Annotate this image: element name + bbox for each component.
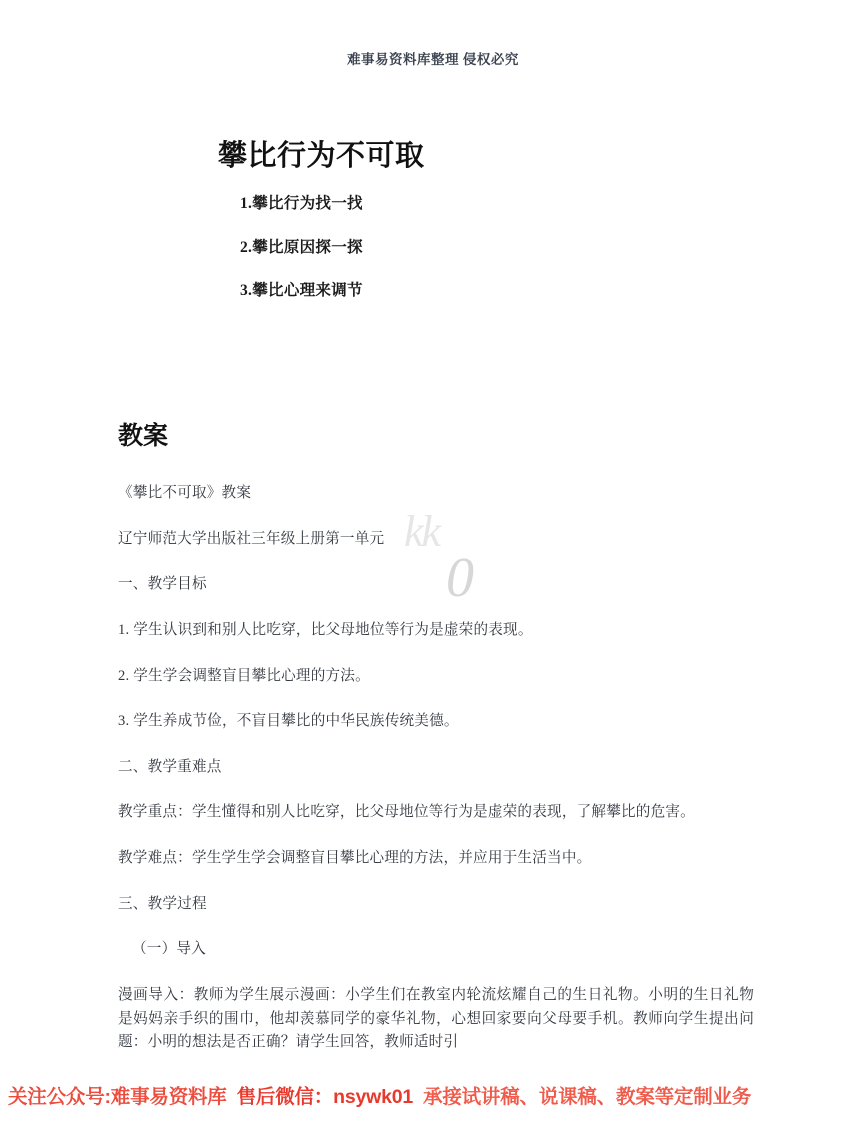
promo-footer: [8, 1087, 858, 1108]
section-heading-focus: 二、教学重难点: [118, 758, 222, 775]
lesson-plan-doc-title: 《攀比不可取》教案: [118, 485, 252, 501]
promo-wechat-id: nsywk01: [333, 1085, 414, 1108]
promo-wechat-label: 售后微信：: [236, 1085, 334, 1108]
process-step-label-1: （一）导入: [132, 941, 206, 958]
section-heading-objectives: 一、教学目标: [118, 576, 207, 593]
cover-title: 攀比行为不可取: [218, 140, 425, 172]
cover-outline-list: [0, 194, 866, 300]
process-step-body-1: 漫画导入：教师为学生展示漫画：小学生们在教室内轮流炫耀自己的生日礼物。小明的生日礼物是妈妈亲手织的围巾，他却羡慕同学的豪华礼物，心想回家要向父母要手机。教师向学生提出问题：小明的想法是否正确？请学生回答，教师适时引: [118, 987, 754, 1051]
running-header: 难事易资料库整理 侵权必究: [347, 52, 519, 67]
teaching-focus-key: 教学重点：学生懂得和别人比吃穿，比父母地位等行为是虚荣的表现，了解攀比的危害。: [118, 804, 695, 821]
cover-outline-item-3: 3.攀比心理来调节: [240, 282, 363, 299]
cover-block: [0, 138, 866, 324]
objective-item-2: 2. 学生学会调整盲目攀比心理的方法。: [118, 667, 370, 684]
objective-item-1: 1. 学生认识到和别人比吃穿，比父母地位等行为是虚荣的表现。: [118, 621, 533, 638]
lesson-plan-heading: 教案: [118, 423, 169, 450]
watermark-digit: 0: [446, 547, 474, 609]
promo-follow-text: 关注公众号:难事易资料库: [8, 1085, 227, 1108]
watermark-letters: kk: [404, 507, 440, 556]
teaching-focus-difficulty: 教学难点：学生学生学会调整盲目攀比心理的方法，并应用于生活当中。: [118, 850, 592, 867]
section-heading-process: 三、教学过程: [118, 895, 207, 912]
lesson-plan-source-line: 辽宁师范大学出版社三年级上册第一单元: [118, 530, 385, 547]
objective-item-3: 3. 学生养成节俭，不盲目攀比的中华民族传统美德。: [118, 713, 459, 730]
lesson-plan-body: [118, 422, 754, 1079]
cover-outline-item-1: 1.攀比行为找一找: [240, 195, 363, 213]
cover-outline-item-2: 2.攀比原因探一探: [240, 238, 363, 256]
promo-services-text: 承接试讲稿、说课稿、教案等定制业务: [423, 1085, 752, 1108]
